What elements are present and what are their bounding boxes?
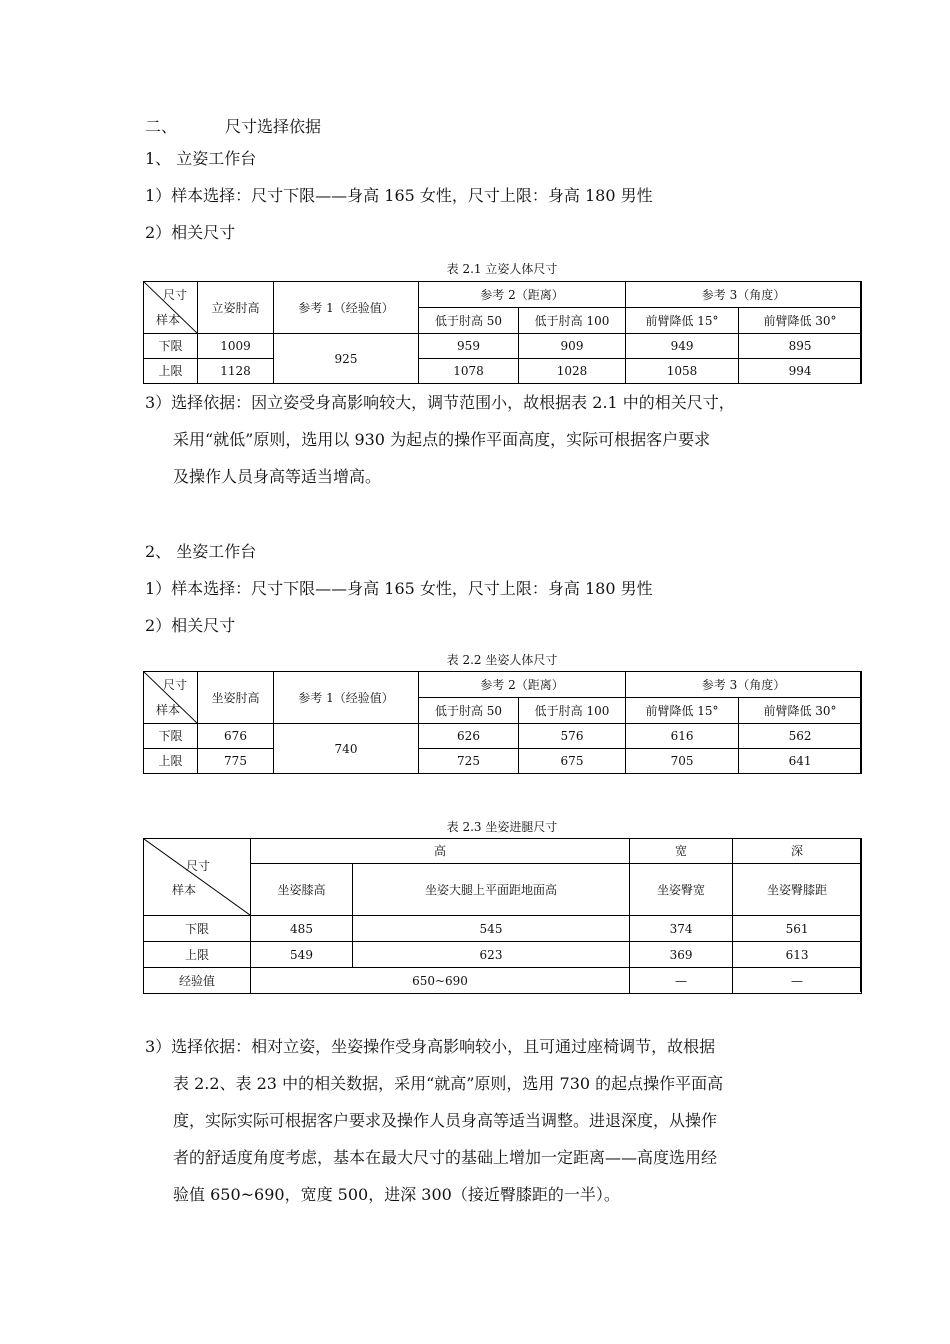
cell-value: 705 <box>626 749 739 774</box>
cell-value: 650~690 <box>251 968 630 994</box>
table22-col-ref2: 参考 2（距离） <box>419 672 626 698</box>
cell-value: 994 <box>739 359 862 384</box>
table21-sub-col: 前臂降低 30° <box>739 308 862 334</box>
cell-value: 1128 <box>198 359 274 384</box>
table-row <box>144 334 862 359</box>
corner-label-size: 尺寸 <box>162 288 187 302</box>
table23-col: 坐姿膝高 <box>251 864 353 916</box>
table22-ref1-value: 740 <box>274 724 419 774</box>
table21-sub-col: 前臂降低 15° <box>626 308 739 334</box>
corner-label-sample: 样本 <box>156 313 181 327</box>
corner-label-size: 尺寸 <box>185 859 210 873</box>
table21-sub-col: 低于肘高 100 <box>519 308 626 334</box>
cell-value: 1078 <box>419 359 519 384</box>
part1-basis-line1: 3）选择依据：因立姿受身高影响较大，调节范围小，故根据表 2.1 中的相关尺寸， <box>145 393 735 412</box>
table22-sub-col: 低于肘高 50 <box>419 698 519 724</box>
corner-diagonal <box>144 839 250 915</box>
table-row <box>144 968 862 994</box>
cell-value: 725 <box>419 749 519 774</box>
table23-group-high: 高 <box>251 839 630 864</box>
cell-value: 562 <box>739 724 862 749</box>
part2-basis-line4: 者的舒适度角度考虑，基本在最大尺寸的基础上增加一定距离——高度选用经 <box>173 1148 718 1167</box>
part1-sample: 1）样本选择：尺寸下限——身高 165 女性，尺寸上限：身高 180 男性 <box>145 186 653 205</box>
table23-corner-cell <box>144 839 251 916</box>
table-2-3 <box>143 838 862 994</box>
table22-col-main: 坐姿肘高 <box>198 672 274 724</box>
part1-heading: 1、 立姿工作台 <box>145 149 257 168</box>
table22-corner-cell <box>144 672 198 724</box>
part2-related: 2）相关尺寸 <box>145 616 236 635</box>
corner-label-sample: 样本 <box>156 703 181 717</box>
table21-caption: 表 2.1 立姿人体尺寸 <box>446 262 558 276</box>
table21-col-ref1: 参考 1（经验值） <box>274 282 419 334</box>
table23-group-deep: 深 <box>733 839 862 864</box>
cell-value: 485 <box>251 916 353 942</box>
cell-value: 641 <box>739 749 862 774</box>
section-number: 二、 <box>145 117 178 136</box>
cell-value: 675 <box>519 749 626 774</box>
row-label: 经验值 <box>144 968 251 994</box>
table22-caption: 表 2.2 坐姿人体尺寸 <box>446 653 558 667</box>
row-label: 上限 <box>144 359 198 384</box>
cell-value: 545 <box>353 916 630 942</box>
cell-value: 1028 <box>519 359 626 384</box>
part2-sample: 1）样本选择：尺寸下限——身高 165 女性，尺寸上限：身高 180 男性 <box>145 579 653 598</box>
table21-col-ref2: 参考 2（距离） <box>419 282 626 308</box>
table23-caption: 表 2.3 坐姿进腿尺寸 <box>446 820 558 834</box>
table-2-1 <box>143 281 862 384</box>
table23-col: 坐姿臀宽 <box>630 864 733 916</box>
table-row <box>144 942 862 968</box>
cell-value: 576 <box>519 724 626 749</box>
table23-right-rule <box>860 838 862 992</box>
table21-col-main: 立姿肘高 <box>198 282 274 334</box>
table-2-2 <box>143 671 862 774</box>
row-label: 上限 <box>144 942 251 968</box>
table21-corner-cell <box>144 282 198 334</box>
cell-value: 676 <box>198 724 274 749</box>
row-label: 上限 <box>144 749 198 774</box>
part1-basis-line3: 及操作人员身高等适当增高。 <box>173 467 382 486</box>
cell-value: 1058 <box>626 359 739 384</box>
table22-col-ref1: 参考 1（经验值） <box>274 672 419 724</box>
cell-value: 616 <box>626 724 739 749</box>
cell-value: 561 <box>733 916 862 942</box>
table23-col: 坐姿大腿上平面距地面高 <box>353 864 630 916</box>
table-row <box>144 749 862 774</box>
cell-value: 374 <box>630 916 733 942</box>
part2-basis-line1: 3）选择依据：相对立姿，坐姿操作受身高影响较小，且可通过座椅调节，故根据 <box>145 1037 716 1056</box>
part1-basis-line2: 采用“就低”原则，选用以 930 为起点的操作平面高度，实际可根据客户要求 <box>173 430 711 449</box>
cell-value: — <box>733 968 862 994</box>
table23-col: 坐姿臀膝距 <box>733 864 862 916</box>
table21-ref1-value: 925 <box>274 334 419 384</box>
cell-value: 949 <box>626 334 739 359</box>
cell-value: 959 <box>419 334 519 359</box>
cell-value: 626 <box>419 724 519 749</box>
table22-col-ref3: 参考 3（角度） <box>626 672 862 698</box>
table21-right-rule <box>860 281 862 384</box>
section-title: 尺寸选择依据 <box>225 117 322 136</box>
table22-right-rule <box>860 671 862 774</box>
cell-value: 549 <box>251 942 353 968</box>
table-row <box>144 724 862 749</box>
corner-label-size: 尺寸 <box>162 678 187 692</box>
cell-value: 909 <box>519 334 626 359</box>
part1-related: 2）相关尺寸 <box>145 223 236 242</box>
cell-value: 895 <box>739 334 862 359</box>
table21-col-ref3: 参考 3（角度） <box>626 282 862 308</box>
table-row <box>144 359 862 384</box>
table22-sub-col: 低于肘高 100 <box>519 698 626 724</box>
row-label: 下限 <box>144 916 251 942</box>
cell-value: 369 <box>630 942 733 968</box>
table21-sub-col: 低于肘高 50 <box>419 308 519 334</box>
row-label: 下限 <box>144 334 198 359</box>
table23-group-wide: 宽 <box>630 839 733 864</box>
cell-value: 623 <box>353 942 630 968</box>
cell-value: — <box>630 968 733 994</box>
table-row <box>144 916 862 942</box>
part2-heading: 2、 坐姿工作台 <box>145 542 257 561</box>
cell-value: 613 <box>733 942 862 968</box>
part2-basis-line5: 验值 650~690，宽度 500，进深 300（接近臀膝距的一半）。 <box>173 1185 620 1204</box>
table22-sub-col: 前臂降低 30° <box>739 698 862 724</box>
part2-basis-line3: 度，实际实际可根据客户要求及操作人员身高等适当调整。进退深度，从操作 <box>173 1111 718 1130</box>
corner-label-sample: 样本 <box>172 883 197 897</box>
row-label: 下限 <box>144 724 198 749</box>
cell-value: 775 <box>198 749 274 774</box>
section-heading <box>145 117 321 137</box>
table22-sub-col: 前臂降低 15° <box>626 698 739 724</box>
cell-value: 1009 <box>198 334 274 359</box>
part2-basis-line2: 表 2.2、表 23 中的相关数据，采用“就高”原则，选用 730 的起点操作平面高 <box>173 1074 724 1093</box>
